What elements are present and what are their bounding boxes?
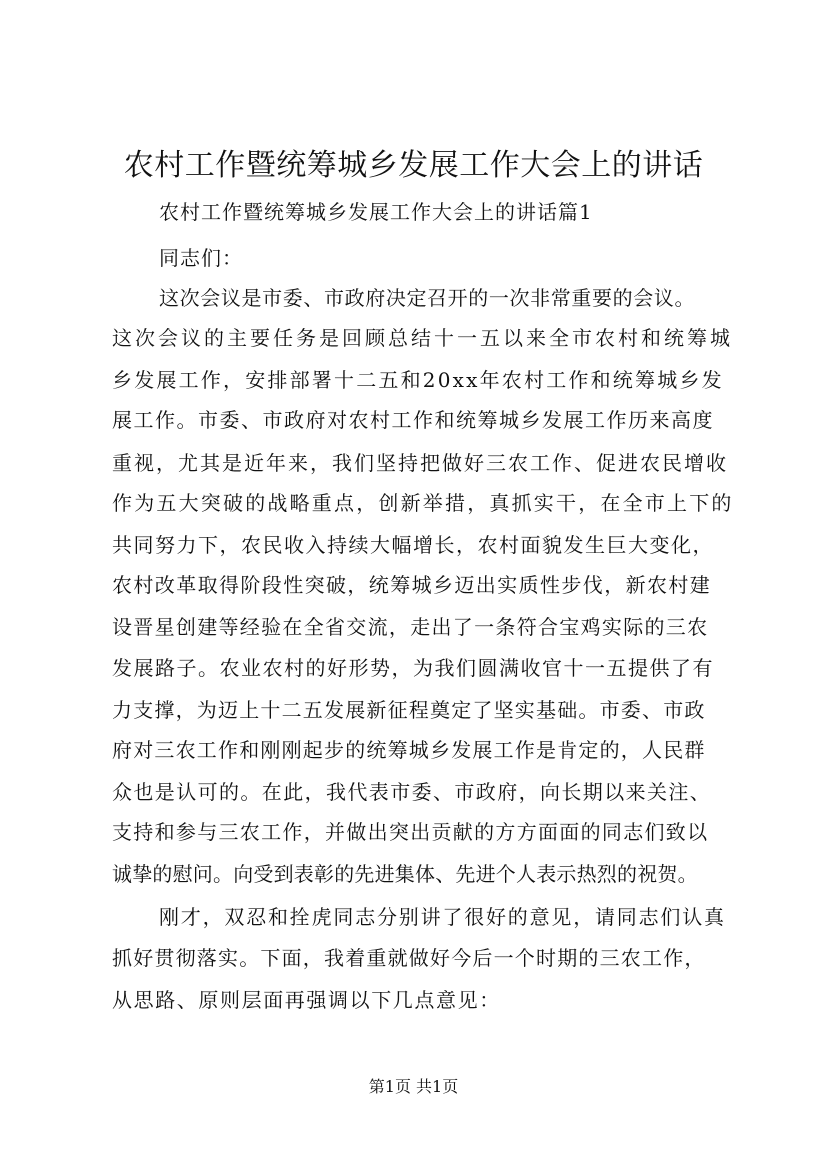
- document-subtitle: 农村工作暨统筹城乡发展工作大会上的讲话篇1: [159, 200, 593, 224]
- paragraph-line: 农村改革取得阶段性突破，统筹城乡迈出实质性步伐，新农村建: [112, 573, 712, 597]
- paragraph-line: 府对三农工作和刚刚起步的统筹城乡发展工作是肯定的，人民群: [112, 738, 706, 762]
- paragraph-line: 展工作。市委、市政府对农村工作和统筹城乡发展工作历来高度: [112, 408, 714, 432]
- paragraph-line: 诚挚的慰问。向受到表彰的先进集体、先进个人表示热烈的祝贺。: [112, 862, 698, 886]
- document-title: 农村工作暨统筹城乡发展工作大会上的讲话: [123, 148, 704, 183]
- paragraph-line: 刚才，双忍和拴虎同志分别讲了很好的意见，请同志们认真: [159, 905, 726, 929]
- paragraph-line: 从思路、原则层面再强调以下几点意见：: [112, 988, 501, 1012]
- paragraph-line: 抓好贯彻落实。下面，我着重就做好今后一个时期的三农工作，: [112, 946, 706, 970]
- paragraph-line: 众也是认可的。在此，我代表市委、市政府，向长期以来关注、: [112, 780, 712, 804]
- page-number-footer: 第1页 共1页: [368, 1077, 459, 1096]
- paragraph-line: 共同努力下，农民收入持续大幅增长，农村面貌发生巨大变化，: [112, 533, 714, 557]
- paragraph-line: 作为五大突破的战略重点，创新举措，真抓实干，在全市上下的: [112, 491, 734, 515]
- paragraph-line: 乡发展工作，安排部署十二五和20xx年农村工作和统筹城乡发: [112, 368, 724, 392]
- paragraph-line: 支持和参与三农工作，并做出突出贡献的方方面面的同志们致以: [112, 820, 709, 844]
- paragraph-line: 重视，尤其是近年来，我们坚持把做好三农工作、促进农民增收: [112, 451, 728, 475]
- paragraph-line: 这次会议是市委、市政府决定召开的一次非常重要的会议。: [159, 286, 696, 310]
- paragraph-line: 设晋星创建等经验在全省交流，走出了一条符合宝鸡实际的三农: [112, 615, 709, 639]
- paragraph-line: 力支撑，为迈上十二五发展新征程奠定了坚实基础。市委、市政: [112, 698, 706, 722]
- paragraph-line: 这次会议的主要任务是回顾总结十一五以来全市农村和统筹城: [112, 326, 733, 350]
- paragraph-line: 发展路子。农业农村的好形势，为我们圆满收官十一五提供了有: [112, 656, 714, 680]
- salutation: 同志们：: [159, 246, 243, 270]
